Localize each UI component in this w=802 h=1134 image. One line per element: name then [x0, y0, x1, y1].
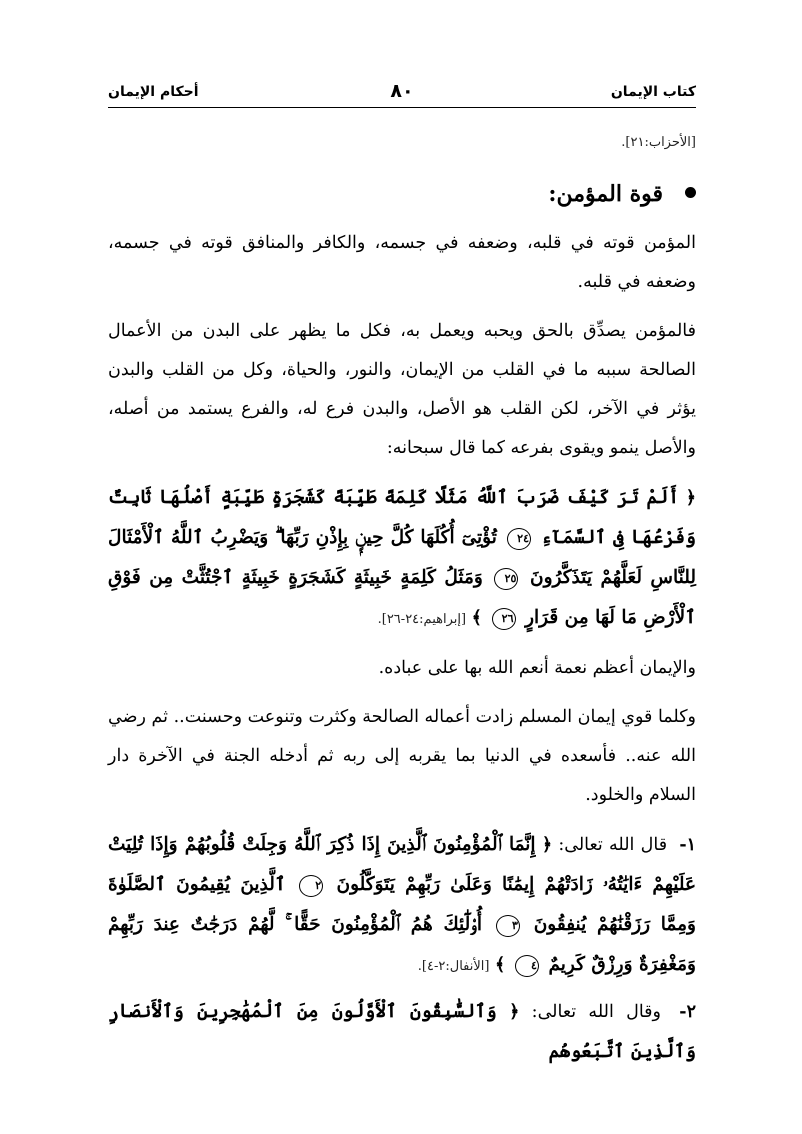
page-number: ٨٠: [390, 80, 414, 102]
quran-verse: أُو۟لَٰٓئِكَ هُمُ ٱلْمُؤْمِنُونَ حَقًّا ۚ لَّهُمْ دَرَجَٰتٌ عِندَ رَبِّهِمْ وَمَغْفِرَةٌ وَرِزْقٌ كَرِيمٌ: [108, 914, 696, 975]
quran-reference: [الأحزاب:٢١].: [621, 135, 696, 150]
verse-intro: قال الله تعالى:: [558, 835, 668, 855]
paragraph: وكلما قوي إيمان المسلم زادت أعماله الصالحة وكثرت وتنوعت وحسنت.. ثم رضي الله عنه.. فأسعده في الدنيا بما يقربه إلى ربه ثم أدخله الجنة في الآخرة دار السلام والخلود.: [108, 707, 696, 805]
paragraph: والإيمان أعظم نعمة أنعم الله بها على عباده.: [378, 658, 696, 678]
chapter-title: أحكام الإيمان: [108, 84, 199, 100]
ayah-number-marker: ٤: [515, 955, 539, 977]
quran-verse: إِنَّمَا ٱلْمُؤْمِنُونَ ٱلَّذِينَ إِذَا ذُكِرَ ٱللَّهُ وَجِلَتْ قُلُوبُهُمْ وَإِذَا تُلِيَتْ عَلَيْهِمْ ءَايَٰتُهُۥ زَادَتْهُمْ إِيمَٰنًا وَعَلَىٰ رَبِّهِمْ يَتَوَكَّلُونَ: [108, 834, 696, 895]
quran-reference: [الأنفال:٢-٤].: [417, 959, 490, 974]
section-heading: [108, 172, 696, 216]
numbered-list-item: [108, 825, 696, 986]
ayah-number-marker: ٢٤: [507, 528, 531, 550]
quran-verse: وَمَثَلُ كَلِمَةٍ خَبِيثَةٍ كَشَجَرَةٍ خَبِيثَةٍ ٱجْتُثَّتْ مِن فَوْقِ ٱلْأَرْضِ مَا لَهَا مِن قَرَارٍ: [108, 567, 696, 628]
ornate-bracket-open: ﴿: [541, 835, 553, 855]
ornate-bracket-close: ﴾: [471, 608, 482, 628]
quran-passage: [108, 478, 696, 639]
ornate-bracket-close: ﴾: [495, 955, 506, 975]
numbered-list-item: [108, 992, 696, 1072]
quran-verse: ٱلَّذِينَ يُقِيمُونَ ٱلصَّلَوٰةَ وَمِمَّا رَزَقْنَٰهُمْ يُنفِقُونَ: [108, 874, 696, 935]
quran-verse: تُؤْتِىٓ أُكُلَهَا كُلَّ حِينٍۭ بِإِذْنِ رَبِّهَا ۗ وَيَضْرِبُ ٱللَّهُ ٱلْأَمْثَالَ لِلنَّاسِ لَعَلَّهُمْ يَتَذَكَّرُونَ: [108, 527, 696, 588]
verse-intro: وقال الله تعالى:: [531, 1002, 661, 1022]
quran-reference: [إبراهيم:٢٤-٢٦].: [377, 612, 467, 627]
ayah-number-marker: ٣: [496, 915, 520, 937]
ornate-bracket-open: ﴿: [685, 488, 696, 508]
page-body: [108, 126, 696, 1078]
ayah-number-marker: ٢٥: [494, 568, 518, 590]
quran-verse: أَلَمْ تَرَ كَيْفَ ضَرَبَ ٱللَّهُ مَثَلًا كَلِمَةً طَيِّبَةً كَشَجَرَةٍ طَيِّبَةٍ أَصْلُهَا ثَابِتٌ وَفَرْعُهَا فِى ٱلسَّمَآءِ: [108, 487, 696, 548]
item-number: ٢-: [679, 1002, 696, 1022]
quran-verse: وَٱلسَّٰبِقُونَ ٱلْأَوَّلُونَ مِنَ ٱلْمُهَٰجِرِينَ وَٱلْأَنصَارِ وَٱلَّذِينَ ٱتَّبَعُوهُم: [108, 1001, 696, 1062]
item-number: ١-: [679, 835, 696, 855]
ornate-bracket-open: ﴿: [509, 1002, 520, 1022]
ayah-number-marker: ٢٦: [492, 608, 516, 630]
top-reference-line: [108, 126, 696, 158]
book-title: كتاب الإيمان: [610, 84, 696, 100]
section-title: قوة المؤمن:: [548, 181, 663, 207]
paragraph: المؤمن قوته في قلبه، وضعفه في جسمه، والكافر والمنافق قوته في جسمه، وضعفه في قلبه.: [108, 233, 696, 292]
ayah-number-marker: ٢: [299, 875, 323, 897]
running-header: [108, 78, 696, 108]
paragraph: فالمؤمن يصدِّق بالحق ويحبه ويعمل به، فكل ما يظهر على البدن من الأعمال الصالحة سببه ما في القلب من الإيمان، والنور، والحياة، وكل من القلب والبدن يؤثر في الآخر، لكن القلب هو الأصل، والبدن فرع له، والفرع يستمد من أصله، والأصل ينمو ويقوى بفرعه كما قال سبحانه:: [108, 321, 696, 458]
bullet-icon: [685, 187, 696, 198]
